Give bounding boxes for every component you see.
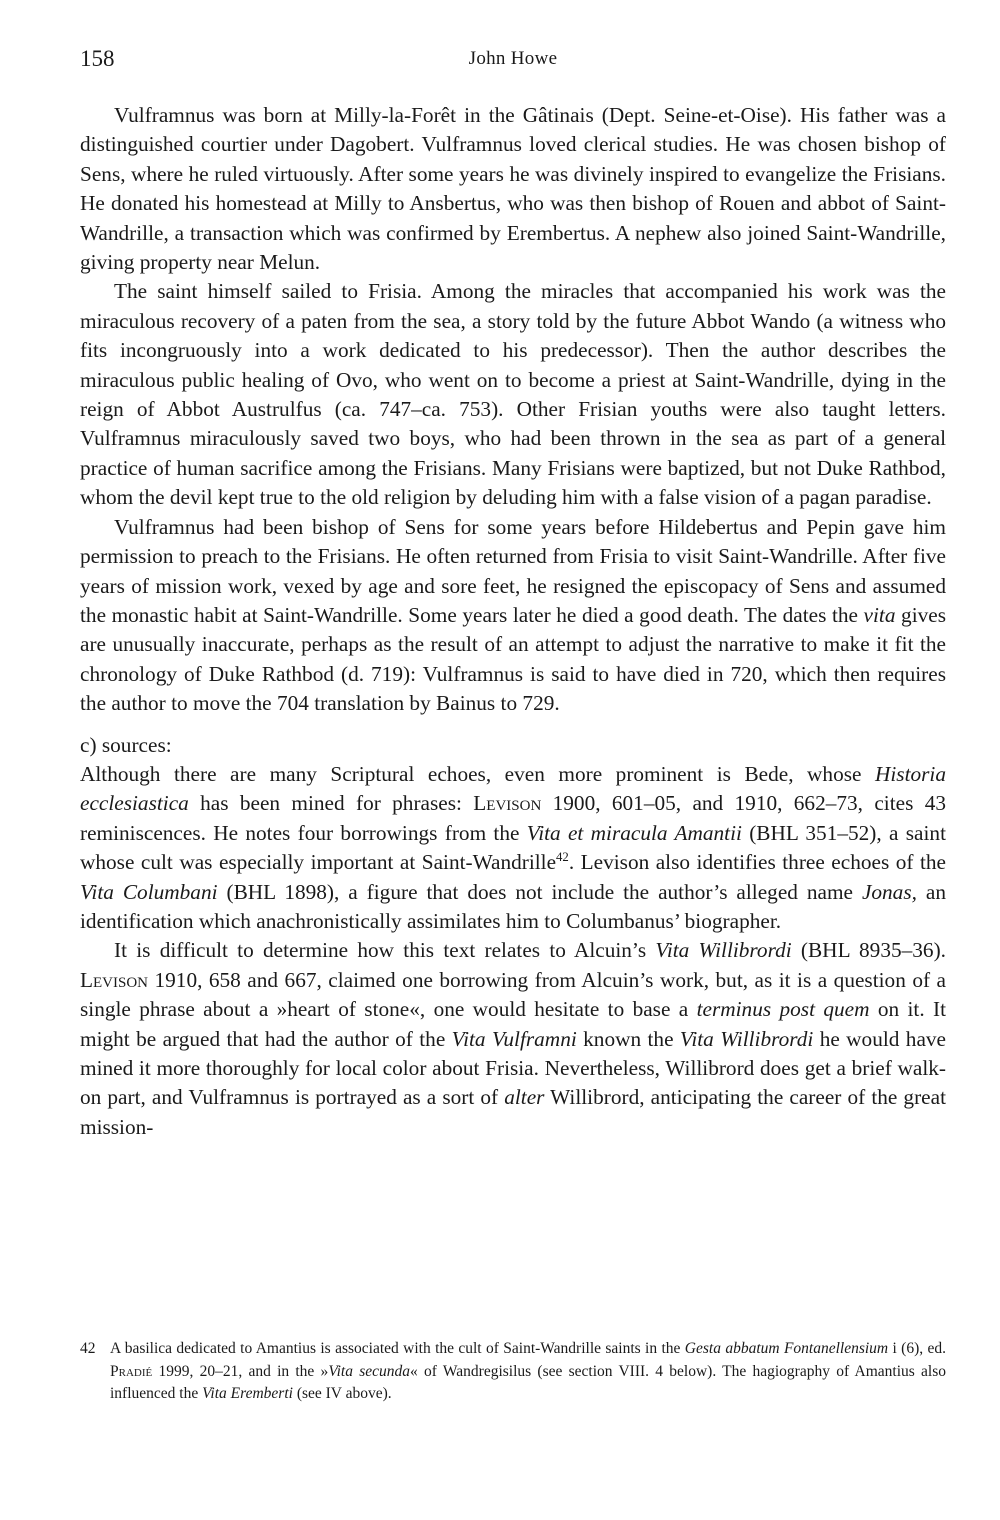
italic-title: Vita Willibrordi xyxy=(679,1026,814,1051)
text-run: 1910, 658 and 667, claimed one borrowing from Alcuin’s work, but, as it is a question of a single phrase about a »heart of stone«, one would hesitate to base a xyxy=(80,967,946,1022)
italic-title: Vita Columbani xyxy=(80,879,218,904)
text-run: (BHL 351–52), a saint whose cult was especially important at Saint-Wandrille xyxy=(80,820,946,875)
author-citation: Levison xyxy=(473,791,542,816)
text-run: has been mined for phrases: xyxy=(188,791,474,816)
footnote-42 xyxy=(80,1338,946,1406)
text-run: (BHL 8935–36). xyxy=(791,938,946,963)
text-run: . Levison also identifies three echoes of the xyxy=(568,850,946,875)
italic-title: Vita et miracula Amantii xyxy=(526,820,742,845)
text-run: on it. It might be argued that had the author of the xyxy=(80,997,947,1051)
text-run: (see IV above). xyxy=(292,1385,392,1402)
text-run: 1999, 20–21, and in the » xyxy=(152,1362,329,1380)
body-text xyxy=(80,101,946,1142)
page-number: 158 xyxy=(80,46,115,71)
text-run: 1900, 601–05, and 1910, 662–73, cites 43 reminiscences. He notes four borrowings from the xyxy=(80,791,946,845)
italic-title: Gesta abbatum Fontanellensium xyxy=(684,1340,889,1357)
italic-term: Jonas, xyxy=(861,879,917,904)
text-run: A basilica dedicated to Amantius is associated with the cult of Saint-Wandrille saints in the xyxy=(110,1340,685,1357)
text-run: gives are unusually inaccurate, perhaps as the result of an attempt to adjust the narrative to make it fit the chronology of Duke Rathbod (d. 719): Vulframnus is said to have died in 720, which then requires the author to move the 704 translation by Bainus to 729. xyxy=(80,602,947,716)
paragraph xyxy=(80,760,946,936)
text-run: Although there are many Scriptural echoes, even more prominent is Bede, whose xyxy=(80,761,875,786)
text-run: an identification which anachronistically assimilates him to Columbanus’ biographer. xyxy=(80,879,946,933)
running-head: John Howe xyxy=(468,48,558,69)
italic-term: alter xyxy=(504,1085,545,1110)
text-run: he would have mined it more thoroughly for local color about Frisia. Nevertheless, Willibrord does get a brief walk-on part, and Vulframnus is portrayed as a sort of xyxy=(80,1026,947,1110)
paragraph xyxy=(80,277,946,512)
italic-term: vita xyxy=(863,602,896,627)
section-gap xyxy=(80,719,946,731)
author-citation: Levison xyxy=(80,967,149,992)
text-run: Vulframnus was born at Milly-la-Forêt in the Gâtinais (Dept. Seine-et-Oise). His father was a distinguished courtier under Dagobert. Vulframnus loved clerical studies. He was chosen bishop of Sens, where he ruled virtuously. After some years he was divinely inspired to evangelize the Frisians. He donated his homestead at Milly to Ansbertus, who was then bishop of Rouen and abbot of Saint-Wandrille, a transaction which was confirmed by Erembertus. A nephew also joined Saint-Wandrille, giving property near Melun. xyxy=(80,103,946,275)
italic-title: Vita Eremberti xyxy=(202,1385,293,1402)
paragraph xyxy=(80,936,946,1142)
text-run: The saint himself sailed to Frisia. Among the miracles that accompanied his work was the miraculous recovery of a paten from the sea, a story told by the future Abbot Wando (a witness who fits incongruously into a work dedicated to his predecessor). Then the author describes the miraculous public healing of Ovo, who went on to become a priest at Saint-Wandrille, dying in the reign of Abbot Austrulfus (ca. 747–ca. 753). Other Frisian youths were also taught letters. Vulframnus miraculously saved two boys, who had been thrown in the sea as part of a general practice of human sacrifice among the Frisians. Many Frisians were baptized, but not Duke Rathbod, whom the devil kept true to the old religion by deluding him with a false vision of a pagan paradise. xyxy=(80,279,946,510)
text-run: i (6), ed. xyxy=(888,1340,946,1357)
text-run: (BHL 1898), a figure that does not include the author’s alleged name xyxy=(217,879,862,904)
italic-title: Vita secunda xyxy=(328,1362,411,1380)
italic-title: Historia ecclesiastica xyxy=(80,761,946,816)
paragraph xyxy=(80,101,946,277)
italic-term: terminus post quem xyxy=(696,997,870,1022)
paragraph xyxy=(80,513,946,719)
footnote xyxy=(80,1338,946,1406)
section-heading: c) sources: xyxy=(80,732,172,757)
text-run: It is difficult to determine how this text relates to Alcuin’s xyxy=(114,938,656,963)
page-header xyxy=(80,46,946,76)
footnote-reference[interactable]: 42 xyxy=(556,850,569,865)
text-run: Vulframnus had been bishop of Sens for some years before Hildebertus and Pepin gave him permission to preach to the Frisians. He often returned from Frisia to visit Saint-Wandrille. After five years of mission work, vexed by age and sore feet, he resigned the episcopacy of Sens and assumed the monastic habit at Saint-Wandrille. Some years later he died a good death. The dates the xyxy=(80,514,946,627)
text-run: known the xyxy=(576,1026,680,1051)
text-run: Willibrord, anticipating the career of the great mission- xyxy=(80,1085,946,1139)
text-run: « of Wandregisilus (see section VIII. 4 below). The hagiography of Amantius also influenced the xyxy=(110,1362,946,1402)
italic-title: Vita Vulframni xyxy=(451,1026,577,1051)
footnote-number: 42 xyxy=(80,1340,96,1357)
italic-title: Vita Willibrordi xyxy=(655,938,792,963)
author-citation: Pradié xyxy=(110,1362,153,1380)
